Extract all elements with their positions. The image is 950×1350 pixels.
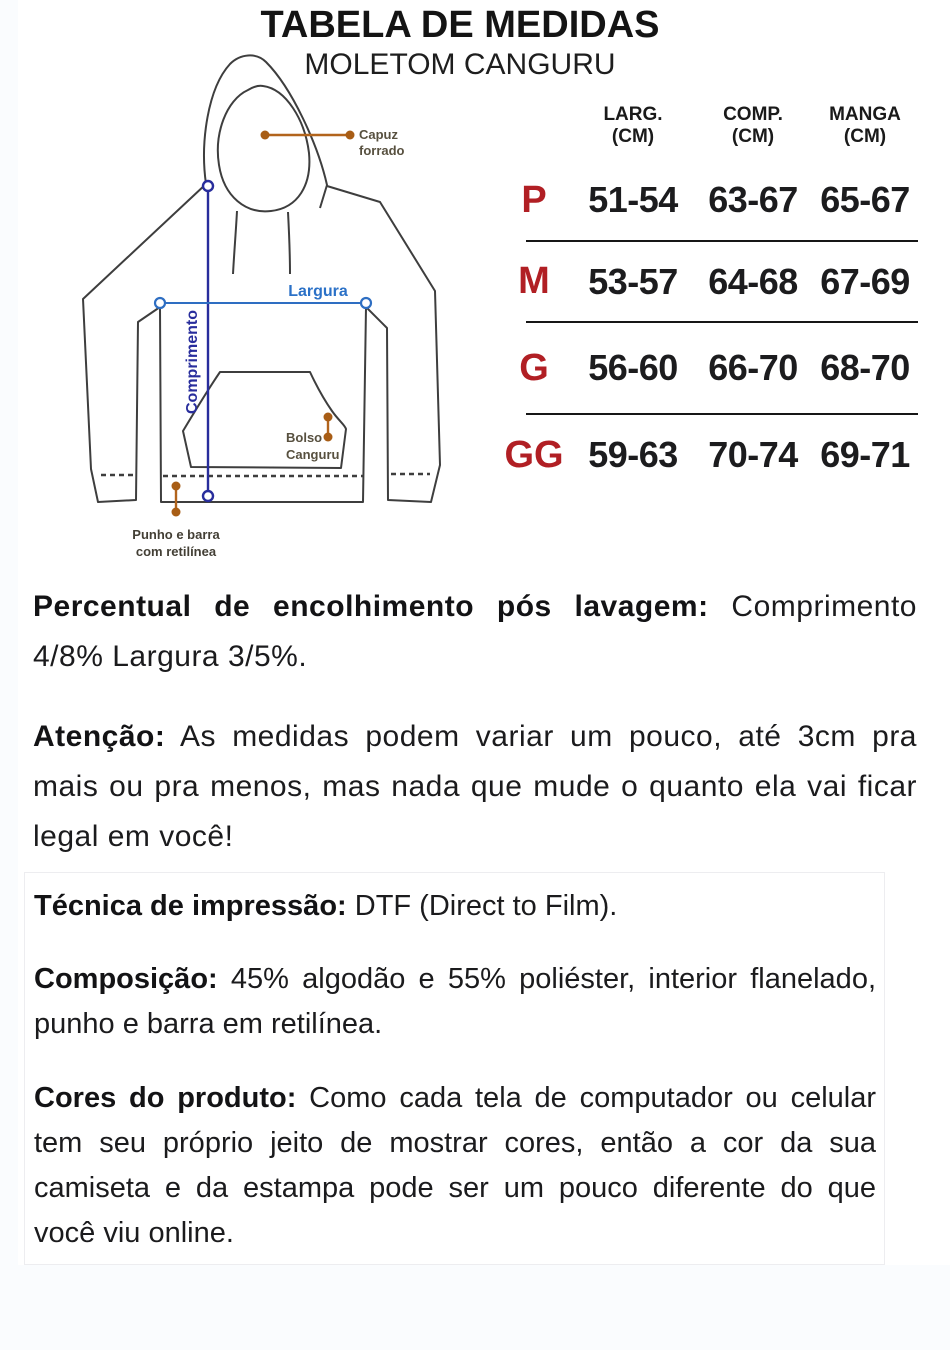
attention-note-label: Atenção: <box>33 720 166 753</box>
corner-spacer <box>498 104 570 160</box>
composition-note-text: 45% algodão e 55% poliéster, interior flanelado, punho e barra em retilínea. <box>34 963 876 1040</box>
cell-gg-comp: 70-74 <box>708 434 798 475</box>
size-label-p: P <box>521 178 547 221</box>
garment-outline <box>83 184 440 502</box>
cell-p-manga: 65-67 <box>820 179 910 220</box>
cell-m-comp: 64-68 <box>708 260 798 302</box>
cell-gg-larg: 59-63 <box>588 434 678 475</box>
composition-note-label: Composição: <box>34 963 218 995</box>
width-label: Largura <box>288 283 348 300</box>
attention-note-text: As medidas podem variar um pouco, até 3cm pra mais ou pra menos, mas nada que mude o quanto ela vai ficar legal em você! <box>33 720 917 853</box>
page-subtitle: MOLETOM CANGURU <box>304 48 616 81</box>
hood-label-dot-left <box>261 131 270 140</box>
col-header-comp: COMP. (CM) <box>723 104 783 147</box>
drawstring-right <box>288 212 290 274</box>
pocket-label-line1: Bolso <box>286 430 323 445</box>
colors-note-label: Cores do produto: <box>34 1082 297 1114</box>
size-label-gg: GG <box>504 433 564 476</box>
hoodie-diagram <box>58 50 478 570</box>
composition-note <box>34 957 876 1047</box>
drawstring-left <box>233 211 237 274</box>
hem-label-dot-top <box>172 482 181 491</box>
length-label: Comprimento <box>184 310 201 414</box>
size-table <box>498 104 920 495</box>
hood-label-dot-right <box>346 131 355 140</box>
size-label-m: M <box>518 260 550 302</box>
cell-m-larg: 53-57 <box>588 260 678 302</box>
colors-note-text: Como cada tela de computador ou celular tem seu próprio jeito de mostrar cores, então a cor da sua camiseta e da estampa pode ser um pouco diferente do que você viu online. <box>34 1082 877 1249</box>
width-endpoint-left <box>155 298 165 308</box>
cell-g-comp: 66-70 <box>708 347 798 388</box>
hood-label-line1: Capuz <box>359 127 398 142</box>
length-endpoint-bottom <box>203 491 213 501</box>
shrinkage-note <box>33 582 917 682</box>
col-header-larg: LARG. (CM) <box>603 104 663 147</box>
cell-m-manga: 67-69 <box>820 260 910 302</box>
technique-note <box>34 884 876 929</box>
cell-gg-manga: 69-71 <box>820 434 910 475</box>
pocket-label-dot-bottom <box>324 433 333 442</box>
shrinkage-note-label: Percentual de encolhimento pós lavagem: <box>33 590 709 623</box>
length-endpoint-top <box>203 181 213 191</box>
hem-label-line1: Punho e barra <box>132 527 220 542</box>
cell-p-larg: 51-54 <box>588 179 678 220</box>
hem-label-dot-bottom <box>172 508 181 517</box>
technique-note-text: DTF (Direct to Film). <box>346 890 618 922</box>
technique-note-label: Técnica de impressão: <box>34 890 347 922</box>
size-label-g: G <box>519 346 549 389</box>
page-title: TABELA DE MEDIDAS <box>260 4 660 46</box>
details-card <box>24 872 885 1265</box>
shrinkage-note-text: Comprimento 4/8% Largura 3/5%. <box>33 590 917 673</box>
hem-label-line2: com retilínea <box>135 544 217 559</box>
header <box>0 0 920 82</box>
colors-note <box>34 1076 876 1256</box>
pocket-label-dot-top <box>324 413 333 422</box>
pocket-label-line2: Canguru <box>286 447 340 462</box>
width-endpoint-right <box>361 298 371 308</box>
cell-g-manga: 68-70 <box>820 347 910 388</box>
cell-g-larg: 56-60 <box>588 347 678 388</box>
notes-section <box>33 582 917 862</box>
col-header-manga: MANGA (CM) <box>829 104 901 147</box>
hood-label-line2: forrado <box>359 143 405 158</box>
attention-note <box>33 712 917 862</box>
cell-p-comp: 63-67 <box>708 179 798 220</box>
